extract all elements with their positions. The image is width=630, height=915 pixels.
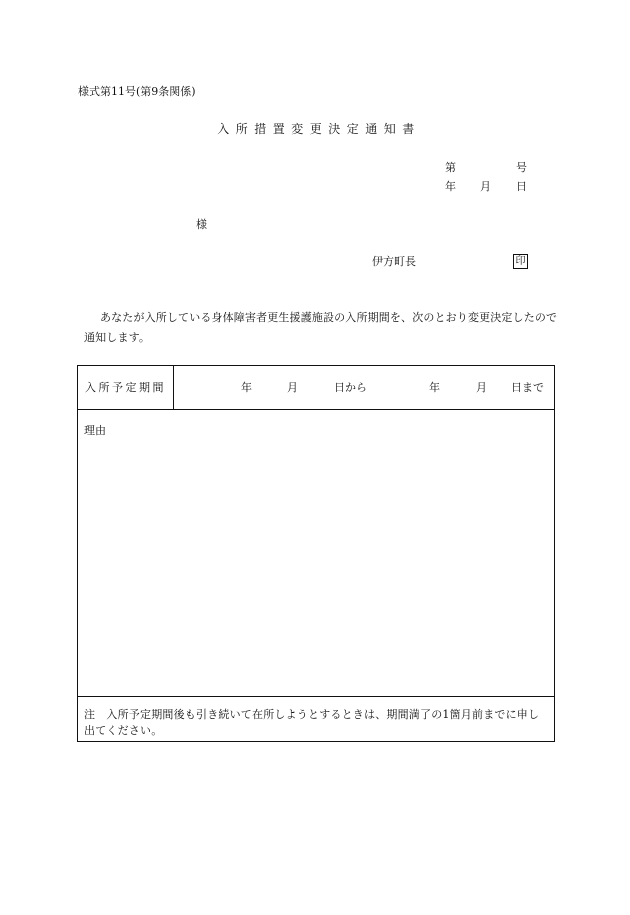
- period-start-year: 年: [241, 381, 252, 394]
- period-label: 入所予定期間: [78, 366, 174, 409]
- date-year: 年: [445, 180, 456, 193]
- form-table: [77, 365, 555, 742]
- period-end-month: 月: [476, 381, 487, 394]
- note-text: 注 入所予定期間後も引き続いて在所しようとするときは、期間満了の1箇月前までに申し出てください。: [84, 708, 540, 737]
- document-title: 入所措置変更決定通知書: [217, 122, 421, 136]
- date-month: 月: [480, 180, 491, 193]
- date-day: 日: [516, 180, 527, 193]
- period-end-day: 日まで: [511, 381, 544, 394]
- period-end-year: 年: [429, 381, 440, 394]
- doc-number-suffix: 号: [516, 161, 527, 174]
- reason-label: 理由: [84, 424, 106, 437]
- period-row: [78, 366, 554, 410]
- issuer-name: 伊方町長: [372, 255, 416, 268]
- doc-number-prefix: 第: [445, 161, 456, 174]
- period-start-month: 月: [287, 381, 298, 394]
- addressee-suffix: 様: [196, 218, 207, 231]
- period-start-day: 日から: [334, 381, 367, 394]
- note-row: [78, 696, 554, 742]
- form-number: 様式第11号(第9条関係): [78, 85, 196, 98]
- notice-body-text: あなたが入所している身体障害者更生援護施設の入所期間を、次のとおり変更決定したので通知します。: [84, 311, 558, 344]
- seal-mark: 印: [513, 254, 528, 269]
